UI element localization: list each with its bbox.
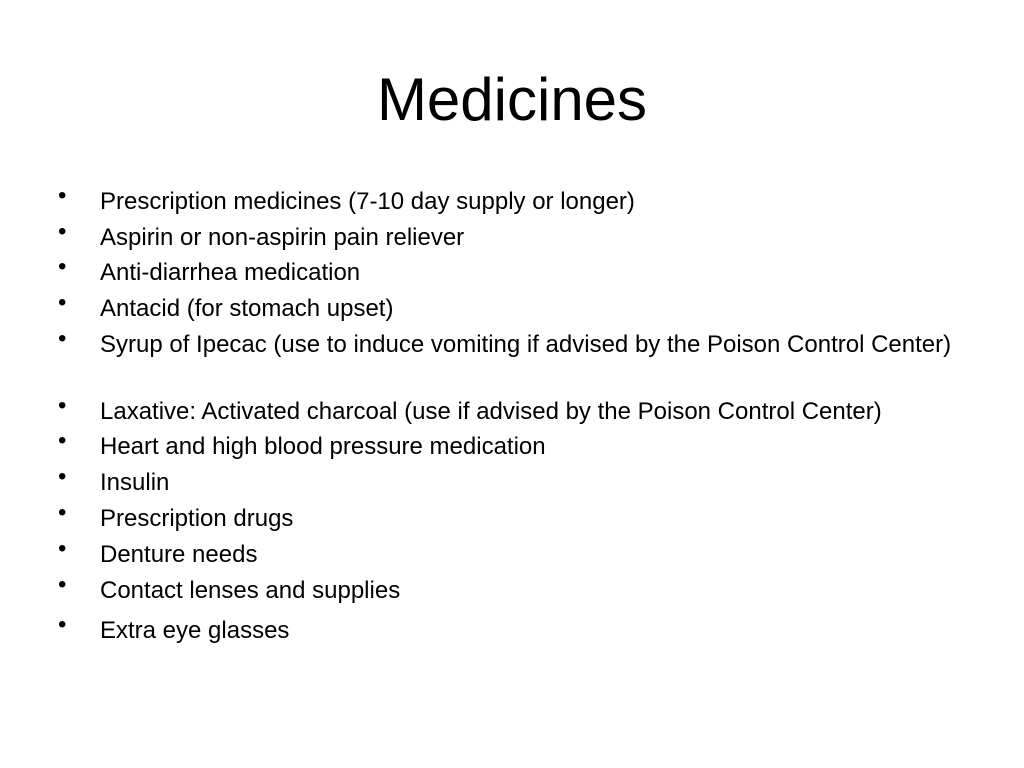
- list-item-text: Laxative: Activated charcoal (use if advised by the Poison Control Center): [100, 398, 882, 425]
- list-item-text: Aspirin or non-aspirin pain reliever: [100, 224, 465, 251]
- bullet-icon: •: [58, 463, 67, 490]
- bullet-icon: •: [58, 535, 67, 562]
- bullet-icon: •: [58, 218, 67, 245]
- bullet-icon: •: [58, 427, 67, 454]
- list-item-text: Denture needs: [100, 541, 258, 568]
- bullet-icon: •: [58, 325, 67, 352]
- list-item-text: Contact lenses and supplies: [100, 577, 401, 604]
- list-item-text: Heart and high blood pressure medication: [100, 433, 546, 460]
- list-item-text: Extra eye glasses: [100, 617, 290, 644]
- bullet-icon: •: [58, 571, 67, 598]
- bullet-icon: •: [58, 392, 67, 419]
- bullet-icon: •: [58, 253, 67, 280]
- list-item-text: Prescription drugs: [100, 505, 294, 532]
- list-item-text: Prescription medicines (7-10 day supply or longer): [100, 188, 635, 215]
- bullet-icon: •: [58, 182, 67, 209]
- list-item-text: Anti-diarrhea medication: [100, 259, 361, 286]
- bullet-icon: •: [58, 611, 67, 638]
- slide-title: Medicines: [376, 66, 648, 133]
- bullet-icon: •: [58, 289, 67, 316]
- list-item-text: Syrup of Ipecac (use to induce vomiting if advised by the Poison Control Center): [100, 331, 952, 358]
- bullet-icon: •: [58, 499, 67, 526]
- list-item-text: Antacid (for stomach upset): [100, 295, 394, 322]
- list-item-text: Insulin: [100, 469, 170, 496]
